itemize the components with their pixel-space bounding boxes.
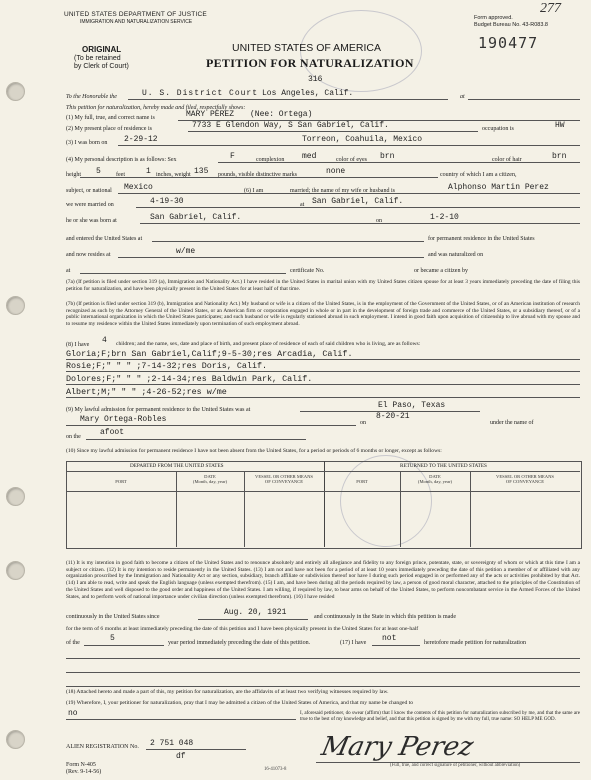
we-married-label: we were married on — [66, 202, 114, 208]
admission-date: 8-20-21 — [376, 412, 410, 421]
admission-place: El Paso, Texas — [378, 401, 446, 410]
table-header-line — [66, 471, 580, 472]
court-city: Los Angeles, Calif. — [262, 89, 354, 98]
punch-hole — [6, 296, 25, 315]
continuous-tail: and continuously in the State in which this petition is made — [314, 614, 456, 620]
child-entry: Gloria;F;brn San Gabriel,Calif;9-5-30;res Arcadia, Calif. — [66, 349, 353, 359]
name-change-line — [66, 719, 296, 720]
residence-address: 7733 E Glendon Way, S San Gabriel, Calif. — [192, 121, 389, 130]
paragraph-7a: (7a) (If petition is filed under section 319 (a), Immigration and Nationality Act.) I have resided in the United States in marital union with my United States citizen spouse for at least 3 years immediately preceding the date of filing this petition for naturalization, and have been physically present in the United States for at least half of that time. — [66, 279, 580, 292]
field-3-label: (3) I was born on — [66, 140, 108, 146]
born-at-label: he or she was born at — [66, 218, 117, 224]
spouse-born-date: 1-2-10 — [430, 213, 459, 222]
nationality-value: Mexico — [124, 183, 153, 192]
child-line — [66, 384, 580, 385]
col-port: PORT — [115, 479, 127, 484]
spouse-name: Alphonso Martin Perez — [448, 183, 549, 192]
child-entry: Dolores;F;" " " ;2-14-34;res Baldwin Park, Calif. — [66, 374, 313, 384]
field-2-label: (2) My present place of residence is — [66, 126, 152, 132]
have-line — [372, 645, 420, 646]
printer-code: 16-41073-8 — [264, 767, 287, 772]
alien-registration-number: 2 751 048 — [150, 739, 194, 748]
became-citizen-label: or became a citizen by — [414, 268, 468, 274]
punch-hole — [6, 561, 25, 580]
child-line — [66, 397, 580, 398]
occupation-label: occupation is — [482, 126, 514, 132]
col-date: DATE (Month, day, year) — [192, 474, 228, 484]
sex-value: F — [230, 152, 235, 161]
state-months: 5 — [110, 634, 115, 643]
height-feet: 5 — [96, 167, 101, 176]
birth-line — [118, 145, 580, 146]
paragraph-11-16: (11) It is my intention in good faith to become a citizen of the United States and to renounce absolutely and entirely all allegiance and fidelity to any foreign prince, potentate, state, or sovereignty of whom or which at this time I am a subject or citizen. (12) It is my intention to reside permanently in the United States. (13) I am not and have not been for a period of at least 10 years immediately preceding the date of this petition a member of or affiliated with any organization proscribed by the Immigration and Nationality Act or any section, subsidiary, branch affiliate or subdivision thereof nor have I during such period engaged in or performed any of the acts or activities prohibited by that Act. (14) I am able to read, write and speak the English language (unless exempted therefrom). (15) I am, and have been during all the periods required by law, a person of good moral character, attached to the principles of the Constitution of the United States and well disposed to the good order and happiness of the United States. I am willing, if required by law, to bear arms on behalf of the United States, to perform noncombatant service in the Armed Forces of the United States, and to perform work of national importance under civilian direction (unless exempted therefrom). (16) I have resided — [66, 560, 580, 600]
heretofore-label: heretofore made petition for naturalization — [424, 640, 526, 646]
of-the-label: of the — [66, 640, 80, 646]
field-4-label: (4) My personal description is as follows: Sex — [66, 157, 177, 163]
table-header-line — [66, 491, 580, 492]
blank-line — [66, 658, 580, 659]
budget-bureau: Budget Bureau No. 43-R083.8 — [474, 22, 548, 28]
name-change: no — [68, 709, 78, 718]
inches-label: inches, weight — [156, 172, 191, 178]
birth-date: 2-29-12 — [124, 135, 158, 144]
on-label-2: on — [360, 420, 366, 426]
table-divider — [324, 461, 325, 547]
entered-line — [152, 241, 424, 242]
naturalized-line — [80, 273, 286, 274]
permanent-label: for permanent residence in the United States — [428, 236, 535, 242]
original-note-2: by Clerk of Court) — [74, 63, 129, 70]
service-name: IMMIGRATION AND NATURALIZATION SERVICE — [80, 19, 193, 25]
court-to-label: To the Honorable the — [66, 94, 117, 100]
court-number: 316 — [308, 75, 323, 84]
form-number: Form N-405 — [66, 762, 96, 768]
punch-hole — [6, 82, 25, 101]
field-6-label: (6) I am — [244, 188, 264, 194]
court-at-line — [468, 99, 580, 100]
petitioner-signature: Mary Perez — [318, 732, 476, 762]
cert-label: certificate No. — [290, 268, 325, 274]
df-initials: df — [176, 752, 186, 761]
year-period-label: year period immediately preceding the date of this petition. — [168, 640, 311, 646]
handwritten-number: 277 — [540, 1, 561, 16]
country-label: country of which I am a citizen, — [440, 172, 517, 178]
previous-petition: not — [382, 634, 397, 643]
field-19-text: (19) Wherefore, I, your petitioner for naturalization, pray that I may be admitted a citizen of the United States of America, and that my name be changed to — [66, 700, 414, 706]
petition-number: 190477 — [478, 34, 539, 52]
form-revision: (Rev. 9-14-56) — [66, 769, 102, 775]
affirmation-text: I, aforesaid petitioner, do swear (affirm) that I know the contents of this petition for naturalization subscribed by me, and that the same are true to the best of my knowledge and belief, and that this petition is signed by me with my full, true name: SO HELP ME GOD. — [300, 711, 580, 722]
continuous-since: Aug. 20, 1921 — [224, 608, 287, 617]
resides-line — [118, 257, 424, 258]
col-vessel: VESSEL OR OTHER MEANS OF CONVEYANCE — [496, 474, 554, 484]
residence-line — [188, 131, 478, 132]
pounds-label: pounds, visible distinctive marks — [218, 172, 297, 178]
paragraph-7b: (7b) (If petition is filed under section 319 (b), Immigration and Nationality Act.) My husband or wife is a citizen of the United States, is in the employment of the Government of the United States, or of an American institution of research recognized as such by the Attorney General of the United States, or an American firm or corporation engaged in whole or in part in the development of foreign trade and commerce of the United States, or a subsidiary thereof, or of a public international organization in which the United States participates; and such husband or wife is regularly stationed abroad in such employment. I intend in good faith upon acquisition of citizenship to live abroad with my spouse and to resume my residence within the United States immediately upon termination of such employment abroad. — [66, 301, 580, 328]
resides-label: and now resides at — [66, 252, 111, 258]
court-name: U. S. District Court — [142, 89, 259, 98]
intro-text: This petition for naturalization, hereby made and filed, respectfully shows: — [66, 105, 246, 111]
weight-value: 135 — [194, 167, 209, 176]
naturalized-label: and was naturalized on — [428, 252, 484, 258]
have-label: (17) I have — [340, 640, 367, 646]
child-entry: Albert;M;" " " ;4-26-52;res w/me — [66, 387, 227, 397]
since-line — [198, 619, 308, 620]
field-1-label: (1) My full, true, and correct name is — [66, 115, 155, 121]
occupation-value: HW — [555, 121, 565, 130]
maiden-name: (Nee: Ortega) — [250, 110, 313, 119]
col-vessel: VESSEL OR OTHER MEANS OF CONVEYANCE — [255, 474, 313, 484]
original-label: ORIGINAL — [82, 45, 122, 54]
married-at-label: at — [300, 202, 305, 208]
marks-value: none — [326, 167, 346, 176]
departed-header: DEPARTED FROM THE UNITED STATES — [130, 463, 224, 469]
at-label-3: at — [66, 268, 71, 274]
vessel-value: afoot — [100, 428, 125, 437]
married-place: San Gabriel, Calif. — [312, 197, 404, 206]
form-approved: Form approved. — [474, 15, 513, 21]
child-line — [66, 359, 580, 360]
petitioner-name: MARY PEREZ — [186, 110, 235, 119]
hair-value: brn — [552, 152, 567, 161]
alien-reg-label: ALIEN REGISTRATION No. — [66, 744, 139, 750]
married-date: 4-19-30 — [150, 197, 184, 206]
spouse-born-place: San Gabriel, Calif. — [150, 213, 242, 222]
alien-reg-line — [146, 749, 246, 750]
children-count: 4 — [102, 336, 107, 345]
field-18-text: (18) Attached hereto and made a part of this, my petition for naturalization, are the affidavits of at least two verifying witnesses required by law. — [66, 689, 389, 695]
admission-name: Mary Ortega-Robles — [80, 415, 167, 424]
on-label: on — [376, 218, 382, 224]
court-line — [128, 99, 448, 100]
signature-caption: (Full, true, and correct signature of petitioner, without abbreviation) — [390, 763, 521, 768]
children-label: children; and the name, sex, date and place of birth, and present place of residence of each of said children who is living, are as follows: — [116, 341, 421, 347]
admission-name-line — [66, 425, 356, 426]
height-inches: 1 — [146, 167, 151, 176]
birth-place: Torreon, Coahuila, Mexico — [302, 135, 423, 144]
vessel-line — [86, 439, 306, 440]
entered-label: and entered the United States at — [66, 236, 143, 242]
complexion-value: med — [302, 152, 317, 161]
months-line — [84, 645, 164, 646]
feet-label: feet — [116, 172, 125, 178]
nationality-line — [118, 193, 580, 194]
eyes-value: brn — [380, 152, 395, 161]
field-9-label: (9) My lawful admission for permanent residence to the United States was at — [66, 407, 251, 413]
hair-label: color of hair — [492, 157, 522, 163]
height-line — [80, 177, 438, 178]
since-label: continuously in the United States since — [66, 614, 160, 620]
department-name: UNITED STATES DEPARTMENT OF JUSTICE — [64, 11, 207, 18]
punch-hole — [6, 487, 25, 506]
field-10-text: (10) Since my lawful admission for permanent residence I have not been absent from the United States, for a period or periods of 6 months or longer, except as follows: — [66, 448, 442, 454]
returned-header: RETURNED TO THE UNITED STATES — [400, 463, 487, 469]
punch-hole — [6, 730, 25, 749]
field-8-label: (8) I have — [66, 342, 90, 348]
usa-heading: UNITED STATES OF AMERICA — [232, 42, 381, 54]
height-label: height — [66, 172, 81, 178]
court-at-label: at — [460, 94, 465, 100]
spouse-resides: w/me — [176, 247, 196, 256]
blank-line — [66, 686, 580, 687]
col-date: DATE (Month, day, year) — [417, 474, 453, 484]
months-label: for the term of 6 months at least immediately preceding the date of this petition and I have been physically present in the United States for at least one-half — [66, 626, 419, 632]
complexion-label: complexion — [256, 157, 285, 163]
married-line — [136, 207, 580, 208]
eyes-label: color of eyes — [336, 157, 367, 163]
description-line — [218, 162, 580, 163]
original-note-1: (To be retained — [74, 55, 121, 62]
on-the-label: on the — [66, 434, 81, 440]
married-label: married; the name of my wife or husband is — [290, 188, 395, 194]
spouse-born-line — [140, 223, 580, 224]
form-title: PETITION FOR NATURALIZATION — [206, 56, 414, 70]
blank-line — [66, 672, 580, 673]
col-port: PORT — [356, 479, 368, 484]
under-name-label: under the name of — [490, 420, 534, 426]
subject-label: subject, or national — [66, 188, 112, 194]
child-entry: Rosie;F;" " " ;7-14-32;res Doris, Calif. — [66, 361, 268, 371]
child-line — [66, 371, 580, 372]
